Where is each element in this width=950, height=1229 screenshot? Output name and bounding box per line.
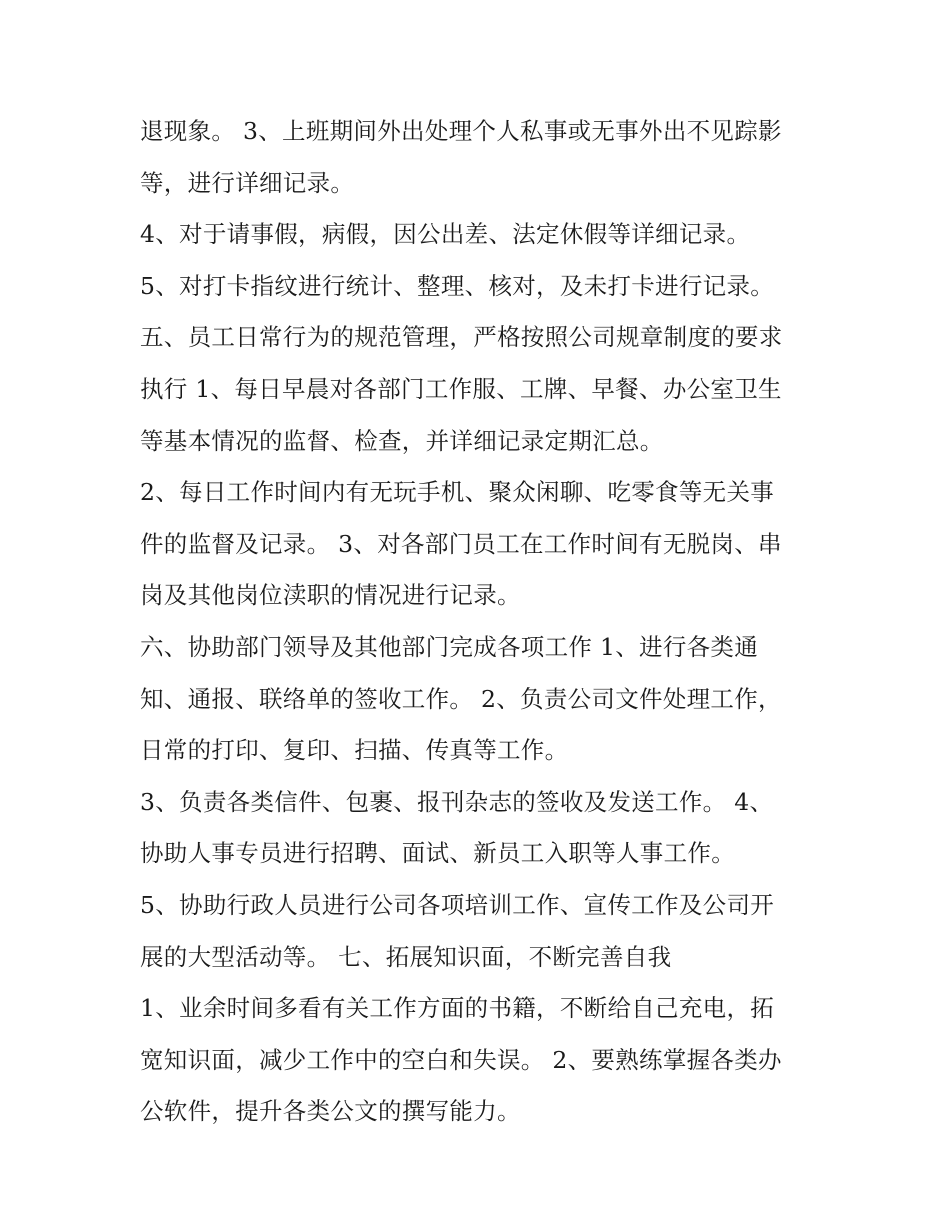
text-line: 五、员工日常行为的规范管理，严格按照公司规章制度的要求 [140, 323, 783, 352]
text-line: 公软件，提升各类公文的撰写能力。 [140, 1097, 521, 1126]
text-line: 1、业余时间多看有关工作方面的书籍，不断给自己充电，拓 [140, 994, 775, 1023]
text-line: 执行 1、每日早晨对各部门工作服、工牌、早餐、办公室卫生 [140, 374, 782, 403]
text-line: 5、协助行政人员进行公司各项培训工作、宣传工作及公司开 [140, 890, 775, 919]
text-line: 协助人事专员进行招聘、面试、新员工入职等人事工作。 [140, 839, 735, 868]
text-line: 宽知识面，减少工作中的空白和失误。 2、要熟练掌握各类办 [140, 1045, 782, 1074]
text-line: 5、对打卡指纹进行统计、整理、核对，及未打卡进行记录。 [140, 271, 775, 300]
text-line: 知、通报、联络单的签收工作。 2、负责公司文件处理工作， [140, 684, 782, 713]
text-line: 等基本情况的监督、检查，并详细记录定期汇总。 [140, 426, 664, 455]
text-line: 4、对于请事假，病假，因公出差、法定休假等详细记录。 [140, 220, 751, 249]
text-line: 日常的打印、复印、扫描、传真等工作。 [140, 736, 569, 765]
text-line: 件的监督及记录。 3、对各部门员工在工作时间有无脱岗、串 [140, 529, 782, 558]
text-line: 六、协助部门领导及其他部门完成各项工作 1、进行各类通 [140, 632, 759, 661]
text-line: 2、每日工作时间内有无玩手机、聚众闲聊、吃零食等无关事 [140, 478, 775, 507]
text-line: 3、负责各类信件、包裹、报刊杂志的签收及发送工作。 4、 [140, 787, 774, 816]
text-line: 岗及其他岗位渎职的情况进行记录。 [140, 581, 521, 610]
text-line: 展的大型活动等。 七、拓展知识面，不断完善自我 [140, 942, 672, 971]
text-line: 退现象。 3、上班期间外出处理个人私事或无事外出不见踪影 [140, 117, 782, 145]
document-body [140, 106, 830, 1138]
text-line: 等，进行详细记录。 [140, 168, 355, 197]
